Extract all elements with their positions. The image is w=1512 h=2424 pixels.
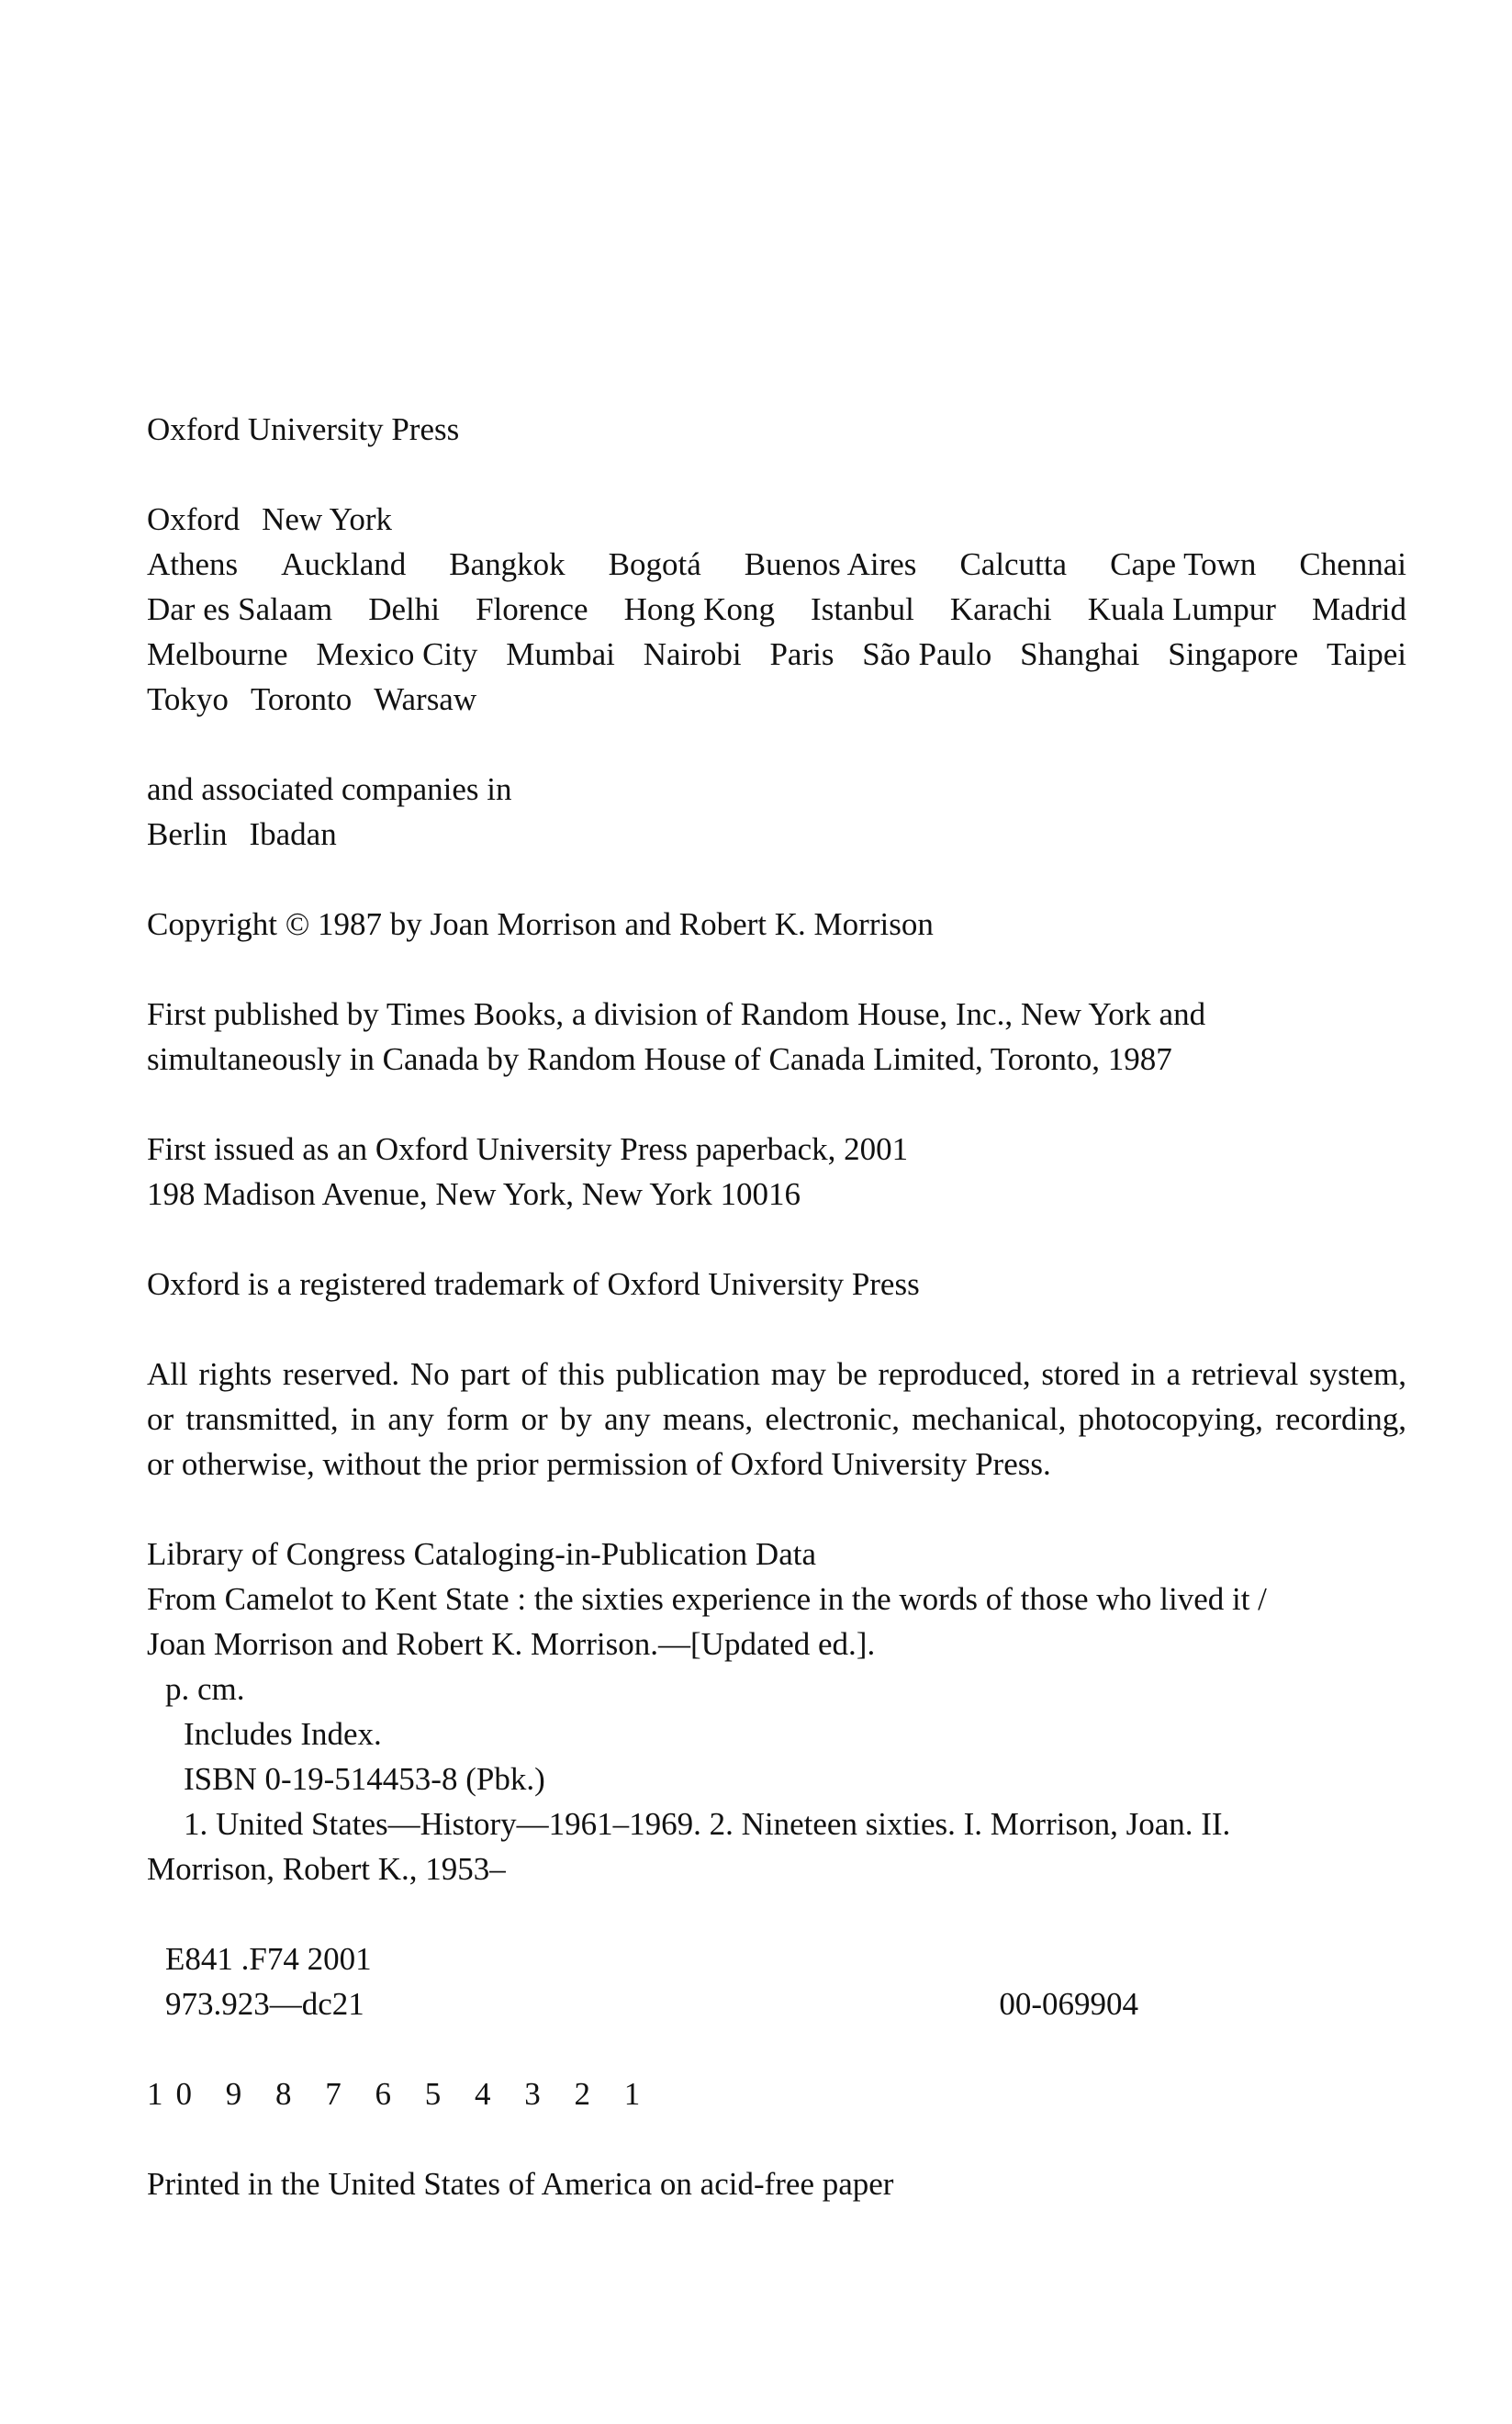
city: Florence xyxy=(476,591,588,627)
printed-in-notice: Printed in the United States of America on acid-free paper xyxy=(147,2166,894,2202)
city: Taipei xyxy=(1327,636,1406,672)
cip-lc-class: E841 .F74 2001 xyxy=(165,1941,372,1977)
city: Dar es Salaam xyxy=(147,591,333,627)
copyright-page xyxy=(147,407,1414,2206)
head-office: Oxford xyxy=(147,501,241,537)
city: Cape Town xyxy=(1110,546,1257,582)
city: Toronto xyxy=(250,681,353,717)
city: Melbourne xyxy=(147,636,288,672)
city: Istanbul xyxy=(811,591,914,627)
city: Delhi xyxy=(368,591,440,627)
city: Karachi xyxy=(949,591,1052,627)
city: Tokyo xyxy=(147,681,229,717)
city: Mexico City xyxy=(316,636,478,672)
city: Buenos Aires xyxy=(744,546,917,582)
associated-heading: and associated companies in xyxy=(147,771,512,807)
city: São Paulo xyxy=(862,636,992,672)
city: Auckland xyxy=(281,546,407,582)
city: Bangkok xyxy=(449,546,566,582)
cip-heading: Library of Congress Cataloging-in-Publication Data xyxy=(147,1536,817,1572)
cip-index-note: Includes Index. xyxy=(184,1716,382,1752)
rights-line: or transmitted, in any form or by any means, electronic, mechanical, photocopying, recording, xyxy=(147,1401,1406,1437)
city: Singapore xyxy=(1168,636,1299,672)
head-office: New York xyxy=(262,501,393,537)
city-row-4 xyxy=(147,677,1406,722)
city: Madrid xyxy=(1311,591,1406,627)
city: Paris xyxy=(769,636,834,672)
city: Berlin xyxy=(147,816,228,852)
first-published-line: First published by Times Books, a division of Random House, Inc., New York and xyxy=(147,996,1206,1032)
cip-lccn: 00-069904 xyxy=(999,1986,1138,2022)
rights-line: or otherwise, without the prior permission of Oxford University Press. xyxy=(147,1446,1051,1482)
head-office-row xyxy=(147,497,1406,542)
cip-dewey: 973.923—dc21 xyxy=(165,1986,364,2022)
city: Calcutta xyxy=(959,546,1068,582)
cip-subjects: 1. United States—History—1961–1969. 2. Nineteen sixties. I. Morrison, Joan. II. xyxy=(184,1806,1231,1842)
printing-line: 10 9 8 7 6 5 4 3 2 1 xyxy=(147,2076,654,2112)
copyright-notice: Copyright © 1987 by Joan Morrison and Robert K. Morrison xyxy=(147,906,934,942)
city: Ibadan xyxy=(249,816,337,852)
city: Athens xyxy=(147,546,239,582)
rights-line: All rights reserved. No part of this publication may be reproduced, stored in a retrieval system, xyxy=(147,1356,1406,1392)
cip-isbn: ISBN 0-19-514453-8 (Pbk.) xyxy=(184,1761,545,1797)
city-row-3 xyxy=(147,632,1406,677)
cip-subjects: Morrison, Robert K., 1953– xyxy=(147,1851,506,1887)
city: Chennai xyxy=(1299,546,1406,582)
first-published-line: simultaneously in Canada by Random House of Canada Limited, Toronto, 1987 xyxy=(147,1041,1172,1077)
city-row-2 xyxy=(147,587,1406,632)
cip-title-line: From Camelot to Kent State : the sixties experience in the words of those who lived it / xyxy=(147,1581,1267,1617)
city: Shanghai xyxy=(1020,636,1140,672)
city: Hong Kong xyxy=(623,591,775,627)
publisher-name: Oxford University Press xyxy=(147,411,460,447)
city: Nairobi xyxy=(643,636,742,672)
associated-cities xyxy=(147,812,1406,857)
city: Bogotá xyxy=(608,546,701,582)
city: Warsaw xyxy=(374,681,477,717)
cip-title-line: Joan Morrison and Robert K. Morrison.—[Updated ed.]. xyxy=(147,1626,876,1662)
city: Kuala Lumpur xyxy=(1087,591,1276,627)
publisher-address: 198 Madison Avenue, New York, New York 10016 xyxy=(147,1176,801,1212)
trademark-notice: Oxford is a registered trademark of Oxford University Press xyxy=(147,1266,920,1302)
city-row-1 xyxy=(147,542,1406,587)
cip-pcm: p. cm. xyxy=(165,1671,245,1707)
city: Mumbai xyxy=(506,636,615,672)
cip-dewey-row xyxy=(147,1981,1138,2026)
paperback-line: First issued as an Oxford University Press paperback, 2001 xyxy=(147,1131,909,1167)
